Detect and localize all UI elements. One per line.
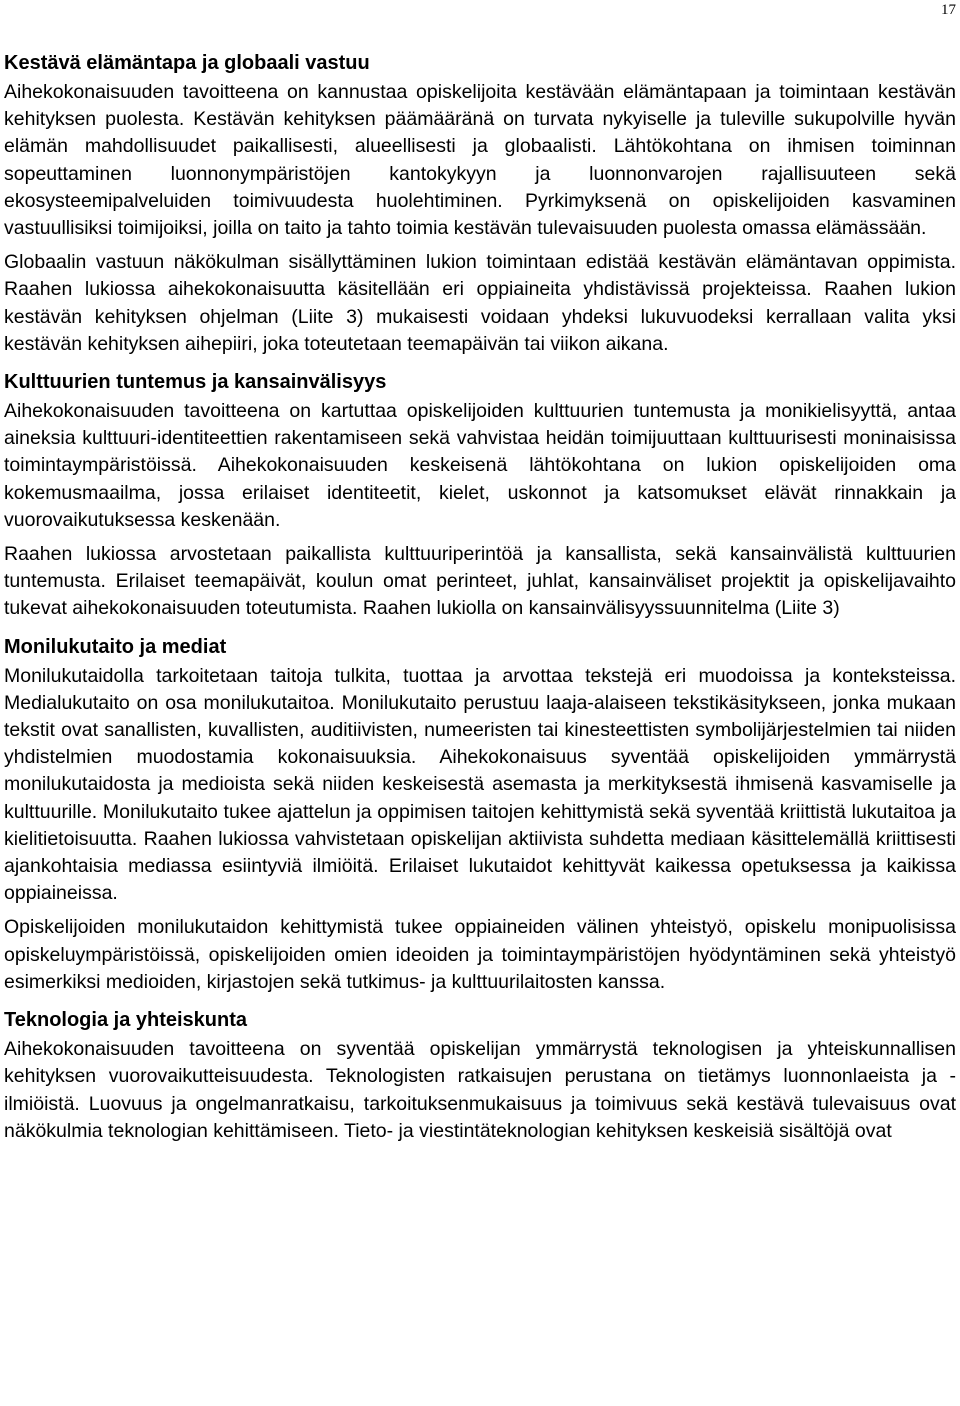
section-heading: Kestävä elämäntapa ja globaali vastuu (4, 52, 370, 74)
section-technology-society (4, 1007, 956, 1145)
section-heading: Monilukutaito ja mediat (4, 635, 227, 658)
section-heading: Teknologia ja yhteiskunta (4, 1009, 248, 1032)
section-sustainable-lifestyle (4, 50, 956, 358)
page-number: 17 (941, 2, 956, 18)
paragraph: Raahen lukiossa arvostetaan paikallista kulttuuriperintöä ja kansallista, sekä kansainvälistä kulttuurien tuntemusta. Erilaiset teemapäivät, koulun omat perinteet, juhlat, kansainväliset projektit ja opiskelijavaihto tukevat aihekokonaisuuden toteutumista. Raahen lukiolla on kansainvälisyyssuunnitelma (Liite 3) (4, 543, 956, 620)
document-body (4, 50, 956, 1152)
paragraph: Aihekokonaisuuden tavoitteena on kartuttaa opiskelijoiden kulttuurien tuntemusta ja monikielisyyttä, antaa aineksia kulttuuri-identiteettien rakentamiseen sekä vahvistaa heidän toimijuuttaan kulttuurisesti moninaisissa toimintaympäristöissä. Aihekokonaisuuden keskeisenä lähtökohtana on lukion opiskelijoiden oma kokemusmaailma, jossa erilaiset identiteetit, kielet, uskonnot ja katsomukset elävät rinnakkain ja vuorovaikutuksessa keskenään. (4, 400, 956, 531)
paragraph: Globaalin vastuun näkökulman sisällyttäminen lukion toimintaan edistää kestävän elämäntavan oppimista. Raahen lukiossa aihekokonaisuutta käsitellään eri oppiaineita yhdistävissä projekteissa. Raahen lukion kestävän kehityksen ohjelman (Liite 3) mukaisesti voidaan yhdeksi lukuvuodeksi kerrallaan valita yksi kestävän kehityksen aihepiiri, joka toteutetaan teemapäivän tai viikon aikana. (4, 251, 956, 355)
paragraph: Aihekokonaisuuden tavoitteena on kannustaa opiskelijoita kestävään elämäntapaan ja toimintaan kestävän kehityksen puolesta. Kestävän kehityksen päämääränä on turvata nykyiselle ja tuleville sukupolville hyvän elämän mahdollisuudet paikallisesti, alueellisesti ja globaalisti. Lähtökohtana on ihmisen toiminnan sopeuttaminen luonnonympäristöjen kantokykyyn ja luonnonvarojen rajallisuuteen sekä ekosysteemipalveluiden toimivuudesta huolehtiminen. Pyrkimyksenä on opiskelijoiden kasvaminen vastuullisiksi toimijoiksi, joilla on taito ja tahto toimia kestävän tulevaisuuden puolesta omassa elämässään. (4, 81, 956, 240)
paragraph: Monilukutaidolla tarkoitetaan taitoja tulkita, tuottaa ja arvottaa tekstejä eri muodoissa ja konteksteissa. Medialukutaito on osa monilukutaitoa. Monilukutaito perustuu laaja-alaiseen tekstikäsitykseen, jonka mukaan tekstit ovat sanallisten, kuvallisten, auditiivisten, numeeristen tai kinesteettisten symbolijärjestelmien tai niiden yhdistelmien muodostamia kokonaisuuksia. Aihekokonaisuus syventää opiskelijoiden ymmärrystä monilukutaidosta ja medioista sekä niiden keskeisestä asemasta ja merkityksestä ihmisenä kasvamiselle ja kulttuurille. Monilukutaito tukee ajattelun ja oppimisen taitojen kehittymistä sekä syventää kriittistä lukutaitoa ja kielitietoisuutta. Raahen lukiossa vahvistetaan opiskelijan aktiivista suhdetta mediaan käsittelemällä kriittisesti ajankohtaisia mediassa esiintyviä ilmiöitä. Erilaiset lukutaidot kehittyvät kaikessa opetuksessa ja kaikissa oppiaineissa. (4, 664, 956, 905)
section-multiliteracy-media (4, 634, 956, 996)
paragraph: Opiskelijoiden monilukutaidon kehittymistä tukee oppiaineiden välinen yhteistyö, opiskelu monipuolisissa opiskeluympäristöissä, opiskelijoiden omien ideoiden ja toimintaympäristöjen hyödyntäminen sekä yhteistyö esimerkiksi medioiden, kirjastojen sekä tutkimus- ja kulttuurilaitosten kanssa. (4, 916, 956, 993)
paragraph: Aihekokonaisuuden tavoitteena on syventää opiskelijan ymmärrystä teknologisen ja yhteiskunnallisen kehityksen vuorovaikutteisuudesta. Teknologisten ratkaisujen perustana on tietämys luonnonlaeista ja -ilmiöistä. Luovuus ja ongelmanratkaisu, tarkoituksenmukaisuus ja toimivuus sekä kestävä tulevaisuus ovat näkökulmia teknologian kehittämiseen. Tieto- ja viestintäteknologian kehityksen keskeisiä sisältöjä ovat (4, 1038, 956, 1142)
section-heading: Kulttuurien tuntemus ja kansainvälisyys (4, 371, 387, 394)
section-cultures-internationality (4, 369, 956, 623)
